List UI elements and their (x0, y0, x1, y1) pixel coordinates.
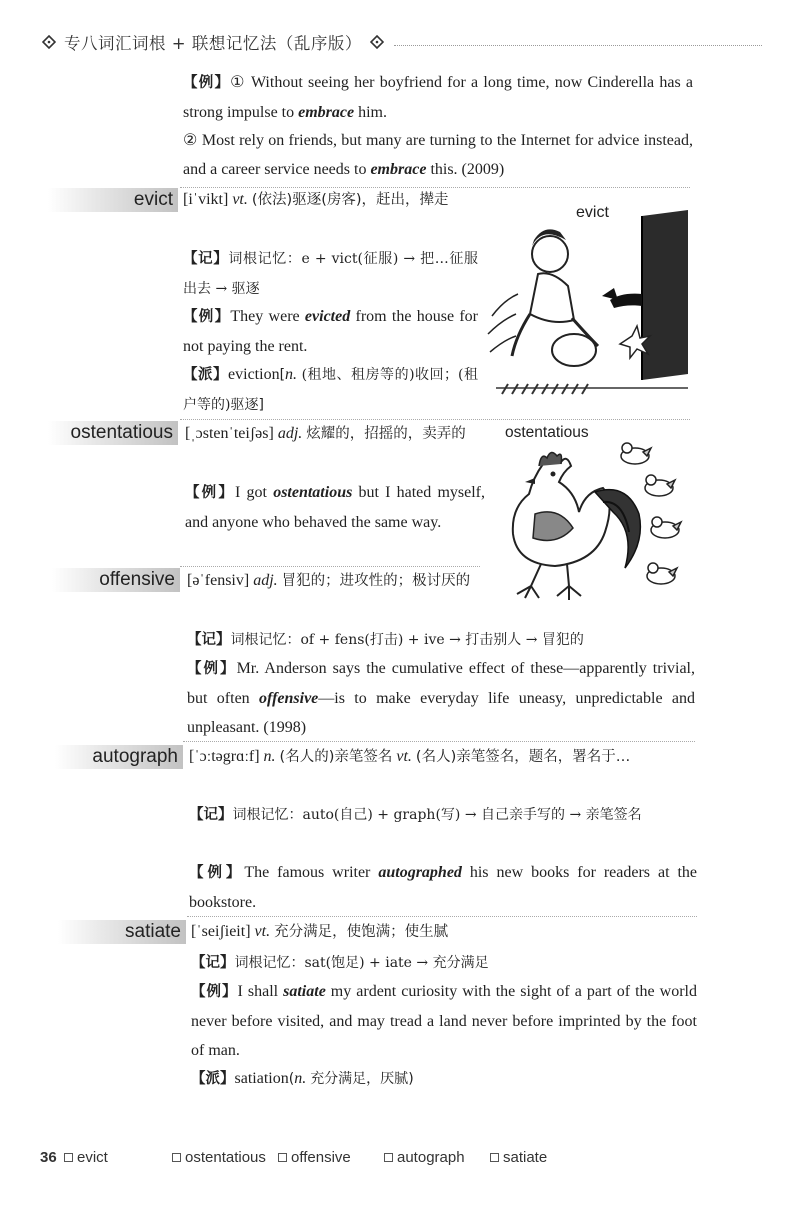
checklist-item[interactable]: offensive (278, 1149, 291, 1166)
satiate-example: 【例】I shall satiate my ardent curiosity with the sight of a part of the world never before visited, and may tread a land never before imprinted by the foot of man. (191, 983, 698, 1059)
headword-satiate: satiate (58, 920, 186, 944)
satiate-derived: 【派】satiation(n. 充分满足，厌腻) (191, 1070, 414, 1087)
example-tag: 【例】 (183, 75, 231, 91)
checkbox-icon (172, 1153, 181, 1162)
embrace-example-1: 【例】① Without seeing her boyfriend for a long time, now Cinderella has a strong impulse to embrace him. (183, 74, 693, 121)
headword-ostentatious: ostentatious (48, 421, 178, 445)
page-number: 36 (40, 1149, 57, 1166)
evict-definition: [iˈvikt] vt. (依法)驱逐(房客)，赶出，撵走 (183, 191, 449, 208)
embrace-example-2: ② Most rely on friends, but many are turning to the Internet for advice instead, and a career service needs to embrace this. (2009) (183, 132, 693, 178)
illustration-caption: evict (576, 204, 609, 221)
ostentatious-illustration (495, 422, 695, 607)
diamond-icon (42, 35, 56, 49)
eviction-cartoon-icon (482, 196, 692, 401)
book-title: 专八词汇词根 + 联想记忆法（乱序版） (64, 34, 362, 53)
evict-example: 【例】They were evicted from the house for not paying the rent. (183, 308, 479, 355)
checklist-item[interactable]: ostentatious (172, 1149, 185, 1166)
offensive-example: 【例】Mr. Anderson says the cumulative effect of these—apparently trivial, but often offensive—is to make everyday life uneasy, unpredictable and unpleasant. (1998) (187, 660, 696, 736)
checklist-item[interactable]: autograph (384, 1149, 397, 1166)
checkbox-icon (278, 1153, 287, 1162)
checkbox-icon (384, 1153, 393, 1162)
evict-memory: 【记】词根记忆：e + vict(征服) → 把…征服出去 → 驱逐 (183, 251, 479, 297)
checklist-item[interactable]: evict (64, 1149, 77, 1166)
rooster-cartoon-icon (495, 422, 695, 607)
satiate-definition: [ˈseiʃieit] vt. 充分满足，使饱满；使生腻 (191, 923, 449, 940)
checklist-item[interactable]: satiate (490, 1149, 503, 1166)
ostentatious-definition: [ˌɔstenˈteiʃəs] adj. 炫耀的，招摇的，卖弄的 (185, 425, 466, 442)
offensive-memory: 【记】词根记忆：of + fens(打击) + ive → 打击别人 → 冒犯的 (187, 632, 584, 648)
headword-evict: evict (48, 188, 178, 212)
header-rule (394, 45, 762, 46)
illustration-caption: ostentatious (505, 424, 589, 441)
evict-illustration (482, 196, 692, 401)
checkbox-icon (490, 1153, 499, 1162)
autograph-definition: [ˈɔːtəgrɑːf] n. (名人的)亲笔签名 vt. (名人)亲笔签名，题名，署名于… (189, 748, 631, 765)
headword-autograph: autograph (55, 745, 183, 769)
satiate-memory: 【记】词根记忆：sat(饱足) + iate → 充分满足 (191, 955, 489, 971)
autograph-example: 【例】The famous writer autographed his new books for readers at the bookstore. (189, 864, 698, 911)
offensive-definition: [əˈfensiv] adj. 冒犯的；进攻性的；极讨厌的 (187, 572, 471, 589)
page-header (42, 30, 762, 54)
headword-offensive: offensive (52, 568, 180, 592)
ostentatious-example: 【例】I got ostentatious but I hated myself, and anyone who behaved the same way. (185, 484, 486, 531)
diamond-icon (370, 35, 384, 49)
autograph-memory: 【记】词根记忆：auto(自己) + graph(写) → 自己亲手写的 → 亲笔签名 (189, 807, 642, 823)
evict-derived: 【派】eviction[n. (租地、租房等的)收回；(租户等的)驱逐] (183, 366, 479, 413)
checkbox-icon (64, 1153, 73, 1162)
